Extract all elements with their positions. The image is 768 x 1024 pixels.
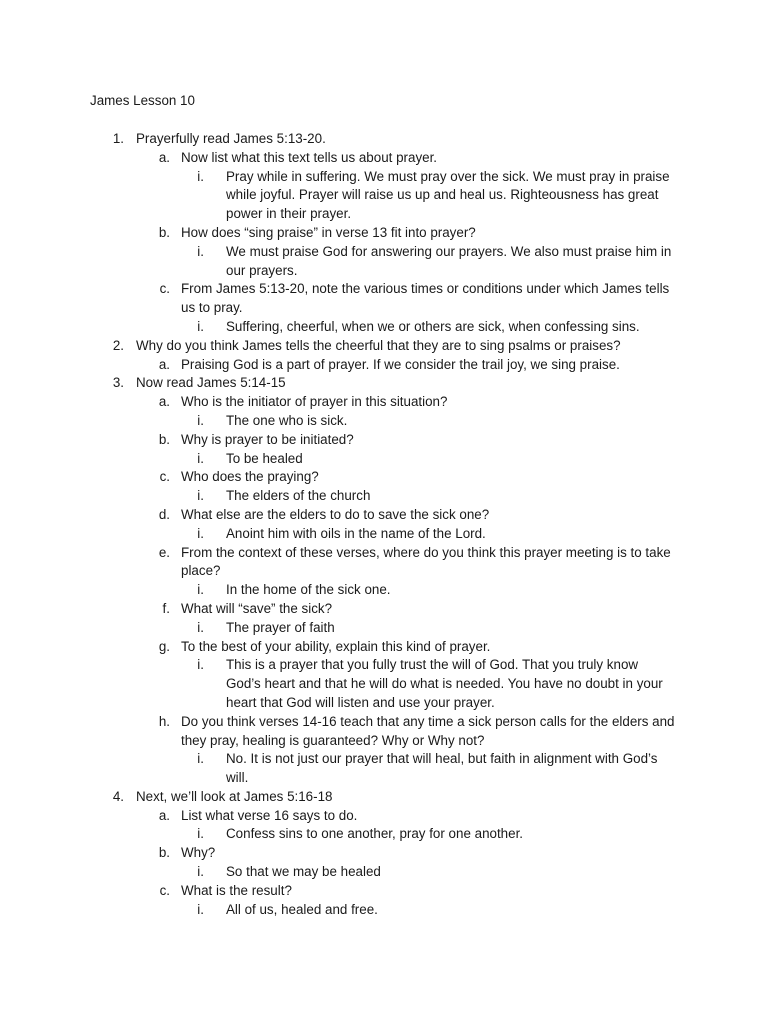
answer-item [0, 656, 768, 712]
list-marker: a. [158, 807, 170, 823]
question-text: Now read James 5:14-15 [136, 375, 286, 391]
sub-question-text: What else are the elders to do to save the sick one? [181, 506, 490, 522]
answer-item [0, 168, 768, 224]
sub-question-item [0, 506, 768, 525]
list-marker: b. [158, 224, 170, 240]
sub-question-item [0, 393, 768, 412]
list-marker: i. [197, 826, 204, 842]
sub-question-text: Praising God is a part of prayer. If we consider the trail joy, we sing praise. [181, 356, 620, 372]
list-marker: c. [159, 469, 170, 485]
list-marker: i. [197, 582, 204, 598]
sub-question-item [0, 280, 768, 318]
sub-question-text: What will “save” the sick? [181, 600, 333, 616]
list-marker: f. [162, 600, 170, 616]
list-marker: i. [197, 901, 204, 917]
answer-text: This is a prayer that you fully trust the will of God. That you truly know God’s heart and that he will do what is needed. You have no doubt in your heart that God will listen and use your prayer. [226, 657, 663, 710]
list-marker: c. [159, 882, 170, 898]
sub-question-item [0, 807, 768, 826]
sub-question-text: From the context of these verses, where do you think this prayer meeting is to take place? [181, 544, 671, 579]
sub-question-item [0, 224, 768, 243]
answer-text: Anoint him with oils in the name of the Lord. [226, 525, 486, 541]
list-marker: b. [158, 431, 170, 447]
answer-item [0, 412, 768, 431]
answer-item [0, 825, 768, 844]
answer-text: Pray while in suffering. We must pray over the sick. We must pray in praise while joyful. Prayer will raise us up and heal us. Righteousness has great power in their prayer. [226, 168, 670, 222]
answer-item [0, 863, 768, 882]
answer-item [0, 450, 768, 469]
sub-question-text: To the best of your ability, explain this kind of prayer. [181, 638, 491, 654]
list-marker: 4. [112, 788, 124, 804]
sub-question-text: Who does the praying? [181, 469, 319, 485]
sub-question-item [0, 356, 768, 375]
answer-text: The one who is sick. [226, 412, 348, 428]
question-item [0, 788, 768, 807]
question-item [0, 337, 768, 356]
answer-text: No. It is not just our prayer that will heal, but faith in alignment with God’s will. [226, 751, 658, 786]
answer-item [0, 487, 768, 506]
sub-question-item [0, 844, 768, 863]
answer-item [0, 581, 768, 600]
sub-question-text: Now list what this text tells us about prayer. [181, 149, 438, 165]
list-marker: i. [197, 412, 204, 428]
sub-question-text: List what verse 16 says to do. [181, 807, 358, 823]
sub-question-item [0, 713, 768, 751]
list-marker: g. [158, 638, 170, 654]
sub-question-text: Do you think verses 14-16 teach that any time a sick person calls for the elders and they pray, healing is guaranteed? Why or Why not? [181, 713, 675, 748]
sub-question-text: Why is prayer to be initiated? [181, 431, 354, 447]
list-marker: i. [197, 168, 204, 184]
list-marker: i. [197, 318, 204, 334]
sub-question-text: Who is the initiator of prayer in this situation? [181, 394, 448, 410]
sub-question-item [0, 882, 768, 901]
list-marker: 1. [112, 131, 124, 146]
list-marker: 2. [112, 337, 124, 353]
list-marker: 3. [112, 375, 124, 391]
list-marker: i. [197, 864, 204, 880]
sub-question-item [0, 431, 768, 450]
answer-text: Confess sins to one another, pray for one another. [226, 826, 524, 842]
list-marker: i. [197, 619, 204, 635]
sub-question-text: What is the result? [181, 882, 292, 898]
list-marker: d. [158, 506, 170, 522]
sub-question-item [0, 544, 768, 582]
document-title: James Lesson 10 [90, 93, 195, 108]
answer-item [0, 750, 768, 788]
list-marker: h. [158, 713, 170, 729]
answer-text: Suffering, cheerful, when we or others are sick, when confessing sins. [226, 318, 640, 334]
answer-text: The elders of the church [226, 488, 371, 504]
sub-question-text: Why? [181, 845, 216, 861]
question-item [0, 130, 768, 149]
answer-text: To be healed [226, 450, 303, 466]
answer-text: So that we may be healed [226, 864, 381, 880]
list-marker: i. [197, 488, 204, 504]
list-marker: a. [158, 149, 170, 165]
answer-text: All of us, healed and free. [226, 901, 378, 917]
list-marker: c. [159, 281, 170, 297]
sub-question-item [0, 468, 768, 487]
answer-text: In the home of the sick one. [226, 582, 391, 598]
sub-question-text: How does “sing praise” in verse 13 fit into prayer? [181, 224, 476, 240]
sub-question-item [0, 638, 768, 657]
list-marker: e. [158, 544, 170, 560]
answer-text: We must praise God for answering our prayers. We also must praise him in our prayers. [226, 243, 672, 278]
answer-item [0, 243, 768, 281]
question-text: Why do you think James tells the cheerful that they are to sing psalms or praises? [136, 337, 621, 353]
list-marker: i. [197, 243, 204, 259]
answer-item [0, 318, 768, 337]
answer-item [0, 525, 768, 544]
question-text: Next, we’ll look at James 5:16-18 [136, 788, 333, 804]
list-marker: i. [197, 450, 204, 466]
list-marker: i. [197, 751, 204, 767]
question-text: Prayerfully read James 5:13-20. [136, 131, 326, 146]
answer-text: The prayer of faith [226, 619, 335, 635]
list-marker: i. [197, 657, 204, 673]
answer-item [0, 901, 768, 920]
list-marker: a. [158, 394, 170, 410]
sub-question-text: From James 5:13-20, note the various times or conditions under which James tells us to pray. [181, 281, 670, 316]
question-outline [0, 130, 768, 919]
list-marker: b. [158, 845, 170, 861]
question-item [0, 374, 768, 393]
list-marker: a. [158, 356, 170, 372]
list-marker: i. [197, 525, 204, 541]
answer-item [0, 619, 768, 638]
sub-question-item [0, 149, 768, 168]
sub-question-item [0, 600, 768, 619]
